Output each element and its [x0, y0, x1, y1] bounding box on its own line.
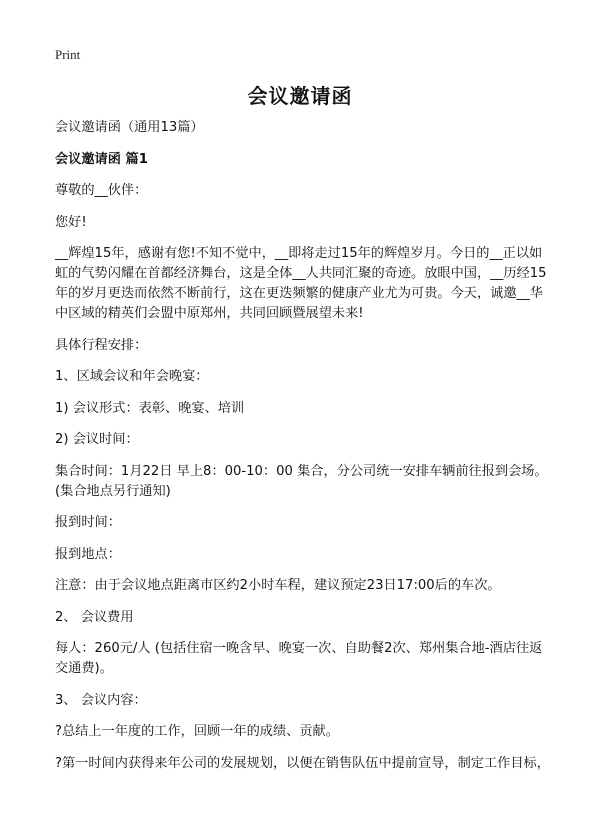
content-point-1: ?总结上一年度的工作，回顾一年的成绩、贡献。: [55, 724, 339, 739]
item-meeting-format: 1) 会议形式：表彰、晚宴、培训: [55, 400, 245, 416]
intro-paragraph: __辉煌15年，感谢有您!不知不觉中，__即将走过15年的辉煌岁月。今日的__正以如虹的气势闪耀在首都经济舞台，这是全体__人共同汇聚的奇迹。放眼中国，__历经15年的岁月更迭而依然不断前行，这在更迭频繁的健康产业尤为可贵。今天，诚邀__华中区域的精英们会盟中原郑州，共同回顾暨展望未来!: [55, 246, 547, 321]
salutation: 尊敬的__伙伴：: [55, 183, 148, 198]
content-point-2: ?第一时间内获得来年公司的发展规划，以便在销售队伍中提前宣导，制定工作目标，: [55, 755, 550, 771]
greeting: 您好!: [55, 214, 87, 230]
fee-details: 每人：260元/人 (包括住宿一晚含早、晚宴一次、自助餐2次、郑州集合地-酒店往返交通费)。: [55, 641, 543, 676]
document-body: [55, 118, 550, 785]
item-regional-meeting: 1、区域会议和年会晚宴：: [55, 369, 209, 384]
item-meeting-time: 2) 会议时间：: [55, 432, 139, 447]
item-meeting-fee: 2、 会议费用: [55, 609, 134, 625]
check-in-location: 报到地点：: [55, 546, 121, 562]
check-in-time: 报到时间：: [55, 515, 121, 530]
print-label: Print: [55, 47, 81, 62]
document-title: 会议邀请函: [247, 84, 353, 108]
document-subtitle: 会议邀请函（通用13篇）: [55, 120, 204, 135]
schedule-heading: 具体行程安排：: [55, 337, 148, 353]
section-heading: 会议邀请函 篇1: [55, 151, 148, 167]
item-meeting-content: 3、 会议内容：: [55, 692, 147, 708]
assembly-time-paragraph: 集合时间：1月22日 早上8：00-10：00 集合，分公司统一安排车辆前往报到会场。(集合地点另行通知): [55, 463, 548, 499]
notice-paragraph: 注意：由于会议地点距离市区约2小时车程，建议预定23日17:00后的车次。: [55, 578, 501, 593]
